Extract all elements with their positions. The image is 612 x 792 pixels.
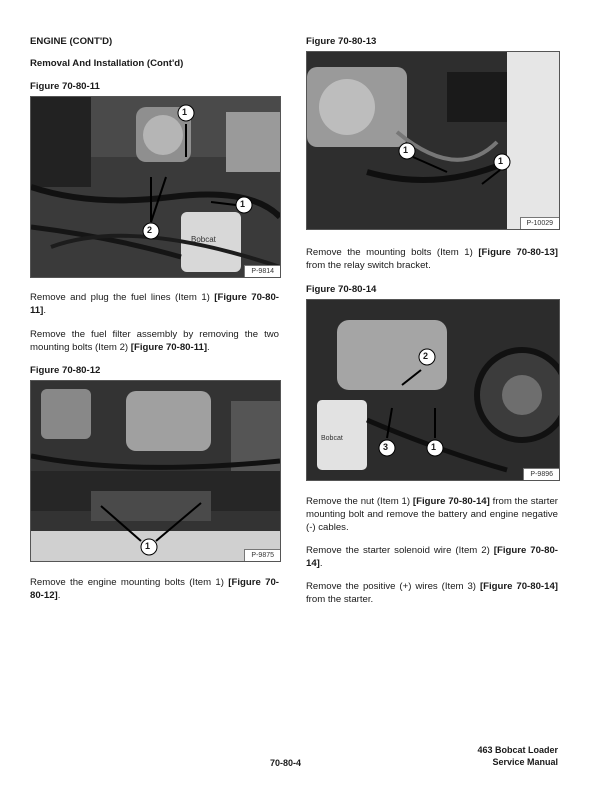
paragraph-remove-positive-wires: Remove the positive (+) wires (Item 3) [Figure 70-80-14] from the starter. xyxy=(306,581,558,605)
figure-70-80-12-title: Figure 70-80-12 xyxy=(30,365,101,376)
figure-70-80-12-photo xyxy=(30,380,281,562)
figure-70-80-14-title: Figure 70-80-14 xyxy=(306,284,377,295)
paragraph-remove-fuel-filter: Remove the fuel filter assembly by removing the two mounting bolts (Item 2) [Figure 70-80-11]. xyxy=(30,329,279,353)
manual-title xyxy=(477,744,558,768)
figure-70-80-11-title: Figure 70-80-11 xyxy=(30,81,100,92)
figure-reference: [Figure 70-80-12] xyxy=(30,577,279,601)
photo-number: P-9814 xyxy=(244,265,280,277)
photo-number: P-10029 xyxy=(520,217,559,229)
callout-label: 2 xyxy=(147,225,153,235)
figure-70-80-13-title: Figure 70-80-13 xyxy=(306,36,377,47)
page-number: 70-80-4 xyxy=(270,758,302,768)
callout-label: 1 xyxy=(403,145,409,155)
svg-text:Bobcat: Bobcat xyxy=(191,235,216,244)
callout-label: 3 xyxy=(383,442,389,452)
callout-label: 1 xyxy=(498,156,504,166)
figure-reference: [Figure 70-80-14] xyxy=(479,581,558,592)
callout-label: 1 xyxy=(431,442,437,452)
photo-number: P-9875 xyxy=(244,549,280,561)
callout-label: 1 xyxy=(240,199,246,209)
figure-70-80-11-photo xyxy=(30,96,281,278)
subsection-heading: Removal And Installation (Cont'd) xyxy=(30,58,184,69)
figure-70-80-13-photo xyxy=(306,51,560,230)
callout-label: 1 xyxy=(145,541,151,551)
callout-label: 1 xyxy=(182,107,188,117)
svg-text:Bobcat: Bobcat xyxy=(321,435,343,442)
figure-70-80-14-photo xyxy=(306,299,560,481)
figure-reference: [Figure 70-80-11] xyxy=(30,292,279,316)
figure-reference: [Figure 70-80-14] xyxy=(306,545,558,569)
paragraph-remove-fuel-lines: Remove and plug the fuel lines (Item 1) [Figure 70-80-11]. xyxy=(30,292,279,316)
paragraph-remove-engine-bolts: Remove the engine mounting bolts (Item 1) [Figure 70-80-12]. xyxy=(30,577,279,601)
paragraph-remove-nut: Remove the nut (Item 1) [Figure 70-80-14] from the starter mounting bolt and remove the battery and engine negative (-) cables. xyxy=(306,496,559,533)
paragraph-remove-relay-bolts: Remove the mounting bolts (Item 1) [Figure 70-80-13] from the relay switch bracket. xyxy=(306,247,558,271)
photo-number: P-9896 xyxy=(523,468,559,480)
manual-title-line1: 463 Bobcat Loader xyxy=(477,745,558,755)
manual-title-line2: Service Manual xyxy=(492,757,558,768)
paragraph-remove-solenoid-wire: Remove the starter solenoid wire (Item 2) [Figure 70-80-14]. xyxy=(306,545,558,569)
figure-reference: [Figure 70-80-13] xyxy=(478,247,558,258)
section-heading: ENGINE (CONT'D) xyxy=(30,36,113,47)
callout-label: 2 xyxy=(423,351,429,361)
figure-reference: [Figure 70-80-14] xyxy=(412,496,490,507)
figure-reference: [Figure 70-80-11] xyxy=(130,341,208,353)
